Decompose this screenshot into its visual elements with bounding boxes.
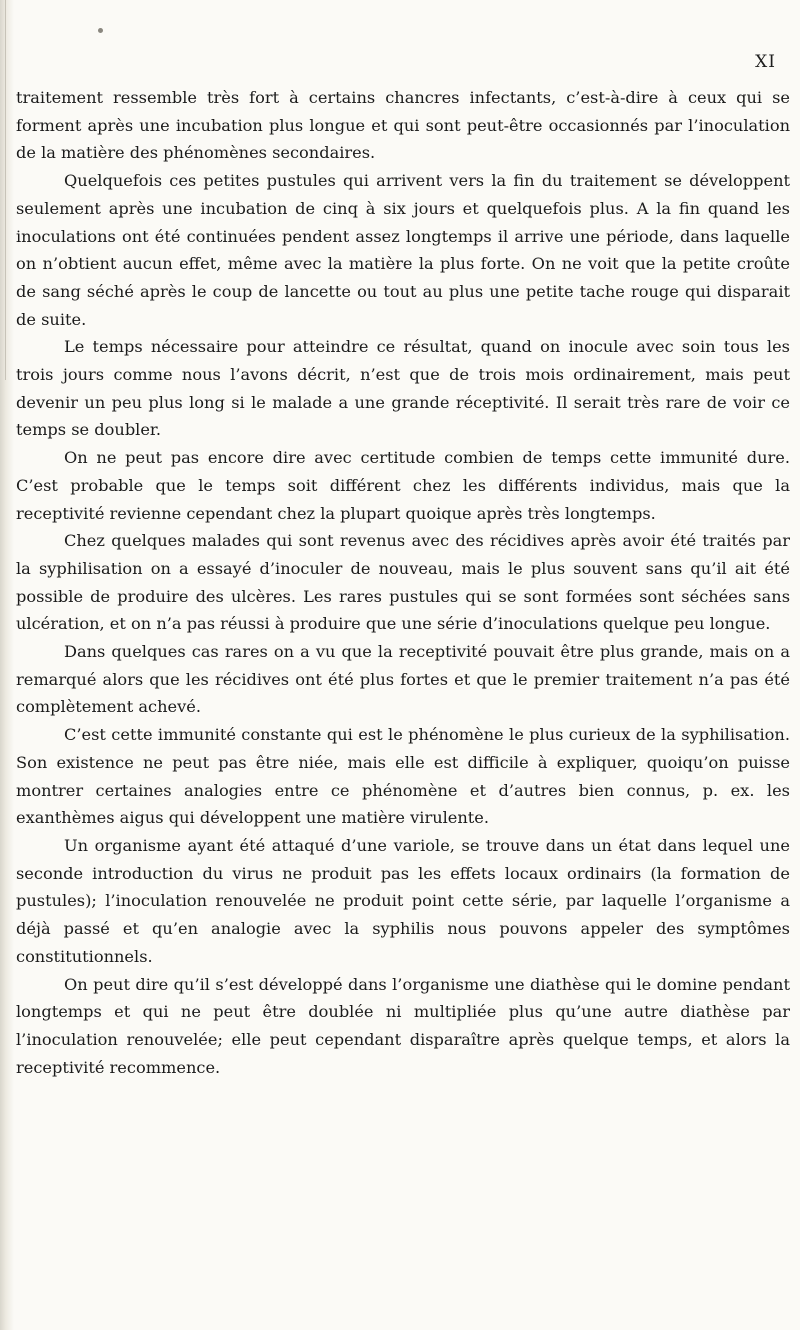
scan-speck <box>98 28 103 33</box>
paragraph-2: Quelquefois ces petites pustules qui arrivent vers la fin du traitement se développent seulement après une incubation de cinq à six jours et quelquefois plus. A la fin quand les inoculations ont été continuées pendent assez longtemps il arrive une période, dans laquelle on n’obtient aucun effet, même avec la matière la plus forte. On ne voit que la petite croûte de sang séché après le coup de lancette ou tout au plus une petite tache rouge qui disparait de suite. <box>16 171 790 329</box>
body-text <box>16 84 790 1081</box>
paragraph-9: On peut dire qu’il s’est développé dans l’organisme une diathèse qui le domine pendant longtemps et qui ne peut être doublée ni multipliée plus qu’une autre diathèse par l’inoculation renouvelée; elle peut cependant disparaître après quelque temps, et alors la receptivité recommence. <box>16 974 790 1077</box>
paragraph-4: On ne peut pas encore dire avec certitude combien de temps cette immunité dure. C’est probable que le temps soit différent chez les différents individus, mais que la receptivité revienne cependant chez la plupart quoique après très longtemps. <box>16 448 790 523</box>
paragraph-3: Le temps nécessaire pour atteindre ce résultat, quand on inocule avec soin tous les trois jours comme nous l’avons décrit, n’est que de trois mois ordinairement, mais peut devenir un peu plus long si le malade a une grande réceptivité. Il serait très rare de voir ce temps se doubler. <box>16 337 790 440</box>
paragraph-5: Chez quelques malades qui sont revenus avec des récidives après avoir été traités par la syphilisation on a essayé d’inoculer de nouveau, mais le plus souvent sans qu’il ait été possible de produire des ulcères. Les rares pustules qui se sont formées sont séchées sans ulcération, et on n’a pas réussi à produire que une série d’inoculations quelque peu longue. <box>16 531 790 634</box>
page-number: XI <box>755 52 776 72</box>
paragraph-1: traitement ressemble très fort à certains chancres infectants, c’est-à-dire à ceux qui se forment après une incubation plus longue et qui sont peut-être occasionnés par l’inoculation de la matière des phénomènes secondaires. <box>16 88 790 163</box>
scan-margin-line <box>5 0 6 380</box>
scan-shadow-edge <box>0 0 14 1330</box>
paragraph-6: Dans quelques cas rares on a vu que la receptivité pouvait être plus grande, mais on a remarqué alors que les récidives ont été plus fortes et que le premier traitement n’a pas été complètement achevé. <box>16 642 790 717</box>
paragraph-8: Un organisme ayant été attaqué d’une variole, se trouve dans un état dans lequel une seconde introduction du virus ne produit pas les effets locaux ordinairs (la formation de pustules); l’inoculation renouvelée ne produit point cette série, par laquelle l’organisme a déjà passé et qu’en analogie avec la syphilis nous pouvons appeler des symptômes constitutionnels. <box>16 835 790 966</box>
paragraph-7: C’est cette immunité constante qui est le phénomène le plus curieux de la syphilisation. Son existence ne peut pas être niée, mais elle est difficile à expliquer, quoiqu’on puisse montrer certaines analogies entre ce phénomène et d’autres bien connus, p. ex. les exanthèmes aigus qui développent une matière virulente. <box>16 725 790 828</box>
